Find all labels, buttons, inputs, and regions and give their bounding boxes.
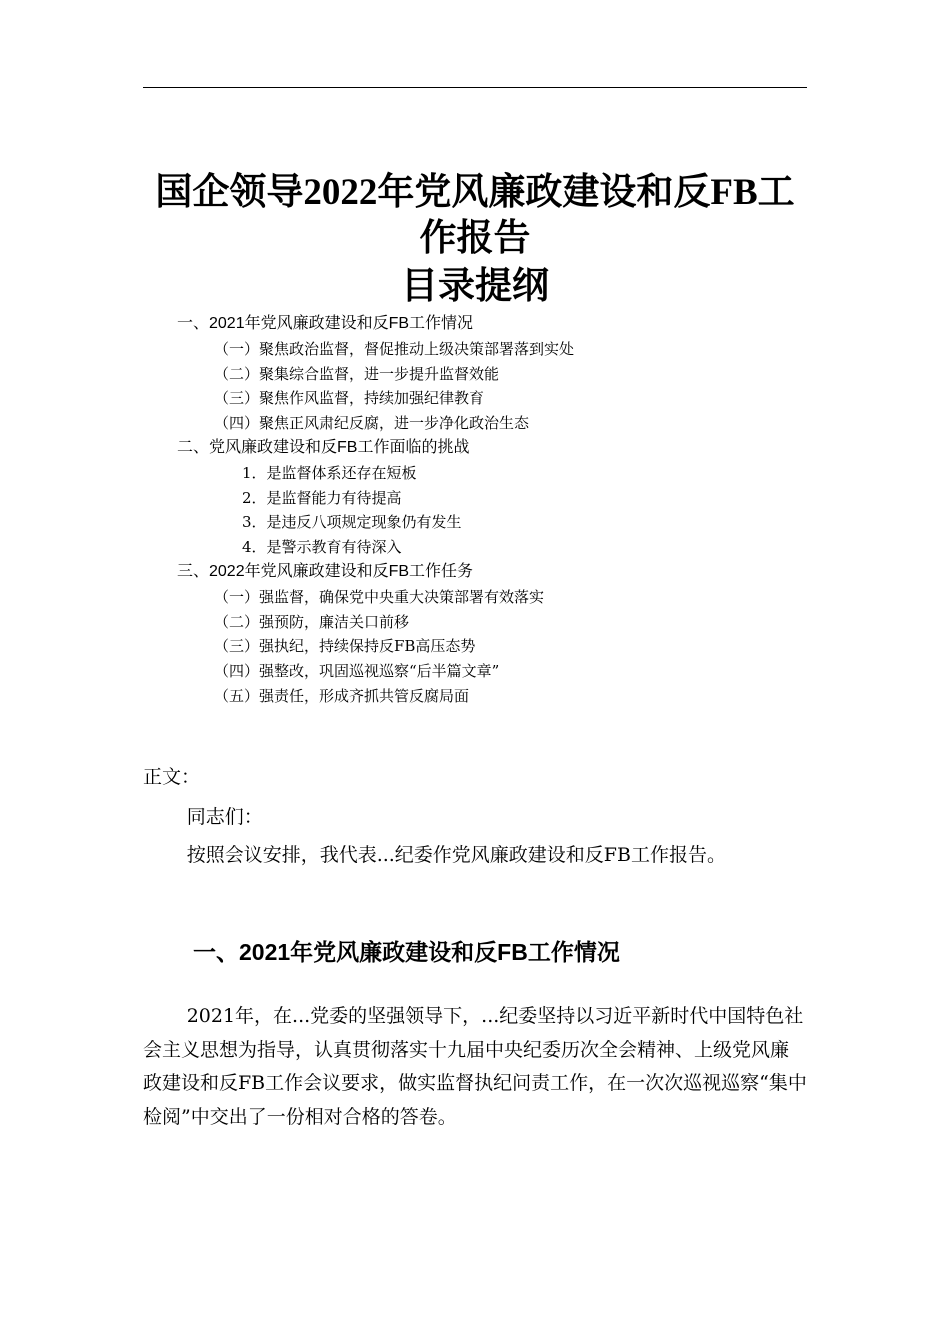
section-1-paragraph: 2021年，在...党委的坚强领导下，...纪委坚持以习近平新时代中国特色社会主义思想为指导，认真贯彻落实十九届中央纪委历次全会精神、上级党风廉政建设和反FB工作会议要求，做实监督执纪问责工作，在一次次巡视巡察“集中检阅”中交出了一份相对合格的答卷。 [143, 1005, 807, 1128]
table-of-contents [0, 312, 950, 709]
toc-item-level-3: 3．是违反八项规定现象仍有发生 [242, 513, 462, 532]
salutation: 同志们： [186, 806, 263, 828]
toc-item-level-1: 三、2022年党风廉政建设和反FB工作任务 [177, 562, 474, 580]
toc-item-level-3: 2．是监督能力有待提高 [242, 488, 402, 507]
document-title-line-2: 作报告 [419, 218, 531, 259]
intro-paragraph: 按照会议安排，我代表...纪委作党风廉政建设和反FB工作报告。 [186, 844, 726, 866]
toc-item-level-2: （三）聚焦作风监督，持续加强纪律教育 [214, 389, 485, 408]
document-title-line-1: 国企领导2022年党风廉政建设和反FB工 [155, 172, 795, 213]
toc-item-level-2: （一）聚焦政治监督，督促推动上级决策部署落到实处 [214, 339, 575, 358]
toc-item-level-1: 一、2021年党风廉政建设和反FB工作情况 [177, 315, 474, 332]
toc-item-level-2: （三）强执纪，持续保持反FB高压态势 [214, 637, 476, 656]
toc-item-level-2: （二）强预防，廉洁关口前移 [214, 612, 410, 631]
toc-item-level-2: （一）强监督，确保党中央重大决策部署有效落实 [214, 587, 545, 606]
toc-item-level-2: （四）强整改，巩固巡视巡察“后半篇文章” [214, 662, 500, 681]
toc-item-level-2: （二）聚集综合监督，进一步提升监督效能 [214, 364, 500, 383]
toc-item-level-2: （四）聚焦正风肃纪反腐，进一步净化政治生态 [214, 414, 530, 433]
header-rule [143, 87, 807, 88]
toc-item-level-1: 二、党风廉政建设和反FB工作面临的挑战 [177, 438, 470, 456]
body-label: 正文： [143, 766, 201, 788]
toc-item-level-3: 1．是监督体系还存在短板 [242, 463, 417, 482]
section-1-heading: 一、2021年党风廉政建设和反FB工作情况 [193, 939, 620, 965]
outline-heading: 目录提纲 [401, 266, 549, 307]
toc-item-level-2: （五）强责任，形成齐抓共管反腐局面 [214, 686, 470, 705]
toc-item-level-3: 4．是警示教育有待深入 [242, 538, 402, 557]
